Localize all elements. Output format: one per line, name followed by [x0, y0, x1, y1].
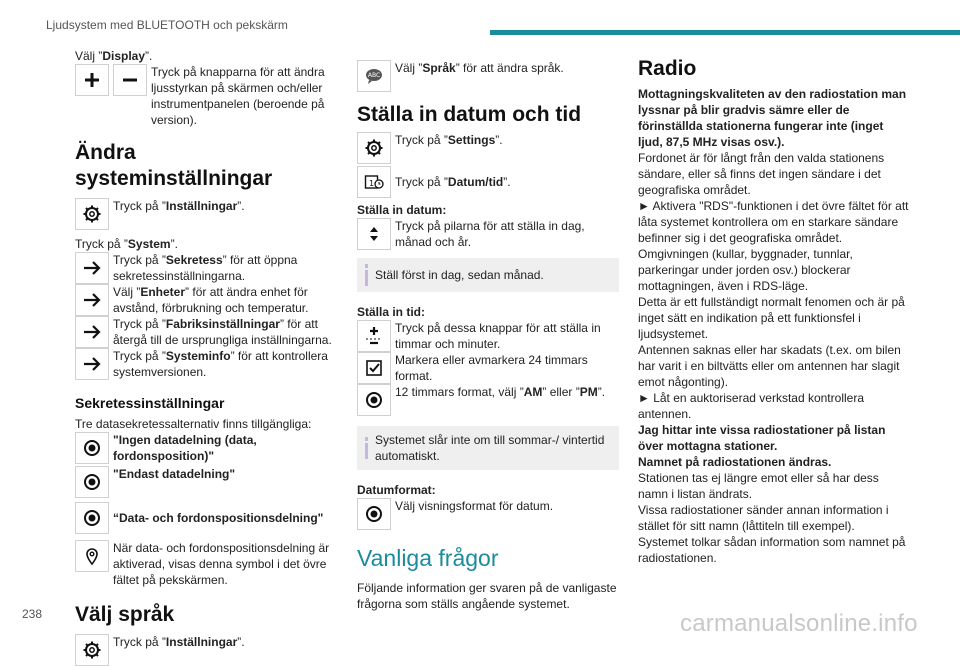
column-1 [75, 48, 333, 666]
arrow-row-1: Tryck på ”Sekretess” för att öppna sekretessinställningarna. [75, 252, 333, 284]
brightness-row [75, 64, 333, 128]
privacy-note-row: När data- och fordonspositionsdelning är aktiverad, visas denna symbol i det övre fältet på pekskärmen. [75, 540, 333, 588]
date-time-heading: Ställa in datum och tid [357, 103, 582, 126]
language-settings-row: Tryck på ”Inställningar”. [75, 634, 333, 666]
radio-question-1: Mottagningskvaliteten av den radiostation man lyssnar på blir gradvis sämre eller de förinställda stationerna fungerar inte (inget ljud, 87,5 MHz visas osv.). [638, 87, 907, 149]
system-settings-heading: Ändra systeminställningar [75, 141, 273, 190]
header-title: Ljudsystem med BLUETOOTH och pekskärm [46, 18, 288, 32]
up-down-arrows-icon [357, 218, 391, 250]
arrow-right-icon [75, 348, 109, 380]
page-number: 238 [22, 607, 43, 621]
plus-icon [75, 64, 109, 96]
location-pin-icon [75, 540, 109, 572]
set-date-label: Ställa in datum: [357, 203, 447, 217]
radio-answer-1-p6: ► Låt en auktoriserad verkstad kontrollera antennen. [638, 391, 864, 421]
privacy-option-3: “Data- och fordonspositionsdelning" [75, 502, 333, 534]
set-time-label: Ställa in tid: [357, 305, 426, 319]
column-2 [357, 60, 619, 612]
gear-icon [357, 132, 391, 164]
privacy-intro: Tre datasekretessalternativ finns tillgängliga: [75, 417, 312, 431]
calendar-clock-icon [357, 166, 391, 198]
format12-row: 12 timmars format, välj ”AM” eller ”PM”. [357, 384, 619, 416]
radio-answer-1-p3: Omgivningen (kullar, byggnader, tunnlar, parkeringar under jorden osv.) blockerar mottagningen, även i RDS-läge. [638, 247, 853, 293]
svg-text:ABC: ABC [367, 72, 381, 79]
info-note-date: Ställ först in dag, sedan månad. [357, 258, 619, 292]
settings-row [75, 198, 333, 230]
header-accent-bar [490, 30, 960, 35]
radio-heading: Radio [638, 57, 697, 80]
language-speech-icon [357, 60, 391, 92]
language-heading: Välj språk [75, 603, 175, 626]
date-settings-row: Tryck på ”Settings”. [357, 132, 619, 164]
info-icon [365, 264, 369, 286]
radio-question-2: Jag hittar inte vissa radiostationer på listan över mottagna stationer. [638, 423, 886, 453]
privacy-option-1: "Ingen datadelning (data, fordonsposition)" [75, 432, 333, 464]
language-row: ABC Välj ”Språk” för att ändra språk. [357, 60, 619, 92]
arrow-row-4: Tryck på ”Systeminfo” för att kontrollera systemversionen. [75, 348, 333, 380]
privacy-option-2: "Endast datadelning" [75, 466, 333, 498]
info-note-dst: Systemet slår inte om till sommar-/ vintertid automatiskt. [357, 426, 619, 470]
radio-button-icon [357, 498, 391, 530]
set-date-row: Tryck på pilarna för att ställa in dag, månad och år. [357, 218, 619, 250]
radio-button-icon [75, 502, 109, 534]
display-instruction: Välj ”Display”. [75, 49, 153, 63]
radio-answer-2-p2: Vissa radiostationer sänder annan information i stället för sitt namn (låttiteln till exempel). [638, 503, 889, 533]
brightness-desc: Tryck på knapparna för att ändra ljusstyrkan på skärmen och/eller instrumentpanelen (beroende på version). [151, 65, 325, 127]
arrow-row-2: Välj ”Enheter” för att ändra enhet för avstånd, förbrukning och temperatur. [75, 284, 333, 316]
radio-question-2-sub: Namnet på radiostationen ändras. [638, 455, 832, 469]
radio-answer-1-p4: Detta är ett fullständigt normalt fenomen och är på inget sätt en indikation på ett funktionsfel i ljudsystemet. [638, 295, 905, 341]
watermark: carmanualsonline.info [680, 610, 918, 637]
format24-row: Markera eller avmarkera 24 timmars format. [357, 352, 619, 384]
radio-answer-2-p1: Stationen tas ej längre emot eller så har dess namn i listan ändrats. [638, 471, 879, 501]
minus-icon [113, 64, 147, 96]
arrow-row-3: Tryck på ”Fabriksinställningar” för att återgå till de ursprungliga inställningarna. [75, 316, 333, 348]
system-instruction: Tryck på ”System”. [75, 237, 178, 251]
set-time-row: Tryck på dessa knappar för att ställa in timmar och minuter. [357, 320, 619, 352]
arrow-right-icon [75, 252, 109, 284]
radio-answer-1-p1: Fordonet är för långt från den valda stationens sändare, eller så finns det ingen sändare i det geografiska området. [638, 151, 885, 197]
radio-button-icon [75, 432, 109, 464]
radio-answer-2-p3: Systemet tolkar sådan information som namnet på radiostationen. [638, 535, 906, 565]
date-format-row: Välj visningsformat för datum. [357, 498, 619, 530]
plus-minus-icon [357, 320, 391, 352]
gear-icon [75, 198, 109, 230]
gear-icon [75, 634, 109, 666]
arrow-right-icon [75, 316, 109, 348]
date-format-label: Datumformat: [357, 483, 436, 497]
privacy-heading: Sekretessinställningar [75, 395, 225, 411]
svg-text:1: 1 [368, 179, 375, 188]
radio-answer-1-p5: Antennen saknas eller har skadats (t.ex. om bilen har varit i en biltvätts eller om antennen har slagit emot någonting). [638, 343, 901, 389]
column-3 [638, 56, 910, 566]
radio-button-icon [75, 466, 109, 498]
info-icon [365, 432, 369, 464]
checkbox-icon [357, 352, 391, 384]
faq-heading: Vanliga frågor [357, 545, 499, 571]
datetime-row: 1 Tryck på ”Datum/tid”. [357, 166, 619, 198]
faq-intro: Följande information ger svaren på de vanligaste frågorna som ställs angående systemet. [357, 581, 617, 611]
radio-button-icon [357, 384, 391, 416]
radio-answer-1-p2: ► Aktivera "RDS"-funktionen i det övre fältet för att låta systemet kontrollera om en starkare sändare befinner sig i det geografiska området. [638, 199, 909, 245]
settings-desc: Tryck på ”Inställningar”. [113, 199, 245, 213]
arrow-right-icon [75, 284, 109, 316]
